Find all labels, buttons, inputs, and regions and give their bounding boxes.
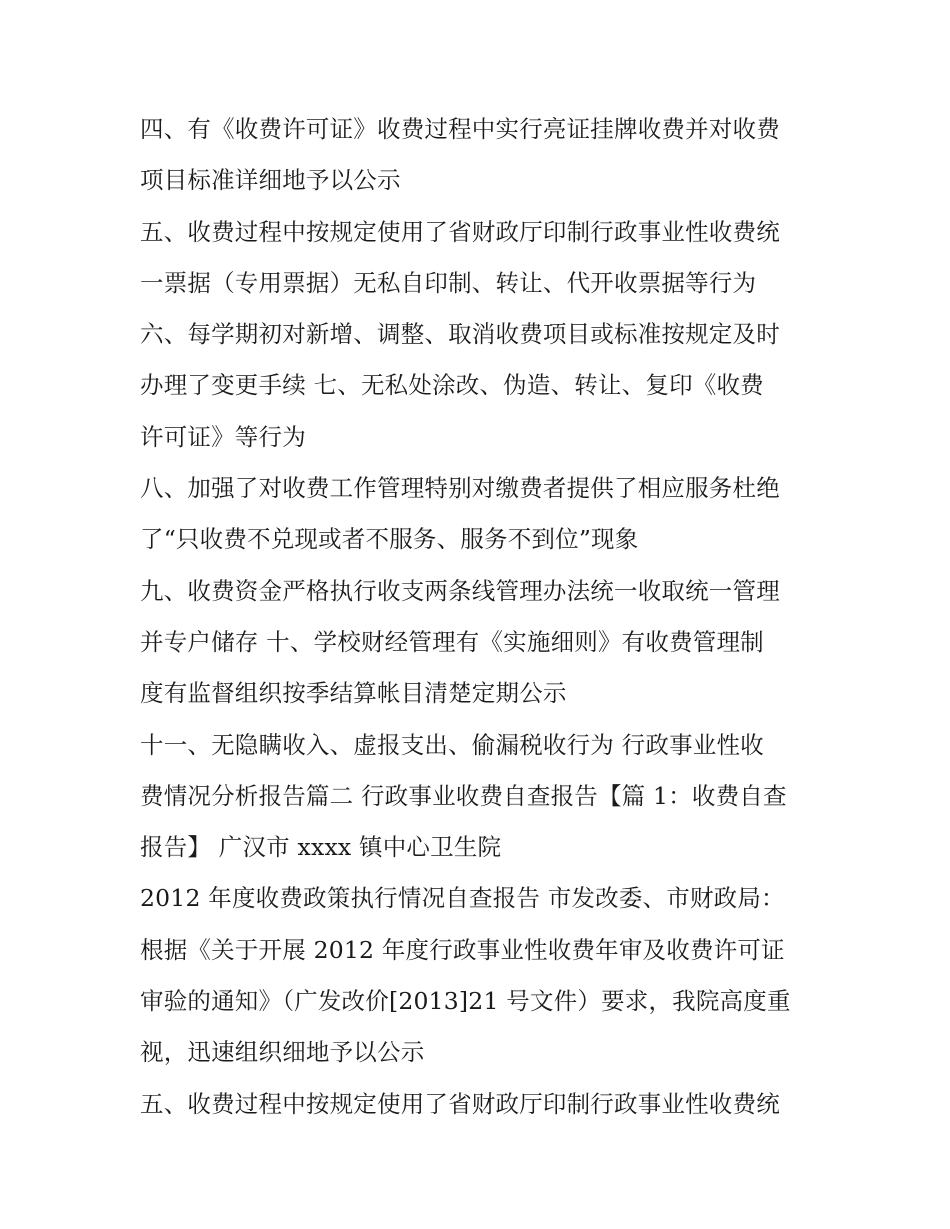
text-line: 报告】 广汉市 xxxx 镇中心卫生院 (140, 833, 502, 862)
text-line: 八、加强了对收费工作管理特别对缴费者提供了相应服务杜绝 (140, 474, 780, 503)
text-line: 了“只收费不兑现或者不服务、服务不到位”现象 (140, 525, 639, 554)
text-line: 审验的通知》（广发改价[2013]21 号文件）要求，我院高度重 (140, 987, 791, 1016)
text-line: 一票据（专用票据）无私自印制、转让、代开收票据等行为 (140, 268, 757, 297)
text-line: 六、每学期初对新增、调整、取消收费项目或标准按规定及时 (140, 320, 780, 349)
text-line: 五、收费过程中按规定使用了省财政厅印制行政事业性收费统 (140, 1089, 780, 1118)
text-line: 许可证》等行为 (140, 422, 306, 451)
text-line: 五、收费过程中按规定使用了省财政厅印制行政事业性收费统 (140, 217, 780, 246)
text-line: 九、收费资金严格执行收支两条线管理办法统一收取统一管理 (140, 576, 780, 605)
text-line: 十一、无隐瞒收入、虚报支出、偷漏税收行为 行政事业性收 (140, 730, 764, 759)
text-line: 费情况分析报告篇二 行政事业收费自查报告【篇 1：收费自查 (140, 781, 787, 810)
text-line: 项目标准详细地予以公示 (140, 166, 401, 195)
text-line: 视，迅速组织细地予以公示 (140, 1038, 425, 1067)
text-line: 度有监督组织按季结算帐目清楚定期公示 (140, 679, 567, 708)
document-body (140, 104, 820, 1130)
text-line: 四、有《收费许可证》收费过程中实行亮证挂牌收费并对收费 (140, 115, 780, 143)
text-line: 根据《关于开展 2012 年度行政事业性收费年审及收费许可证 (140, 935, 785, 964)
text-line: 办理了变更手续 七、无私处涂改、伪造、转让、复印《收费 (140, 371, 764, 400)
text-line: 2012 年度收费政策执行情况自查报告 市发改委、市财政局： (140, 884, 785, 913)
text-line: 并专户储存 十、学校财经管理有《实施细则》有收费管理制 (140, 627, 764, 656)
